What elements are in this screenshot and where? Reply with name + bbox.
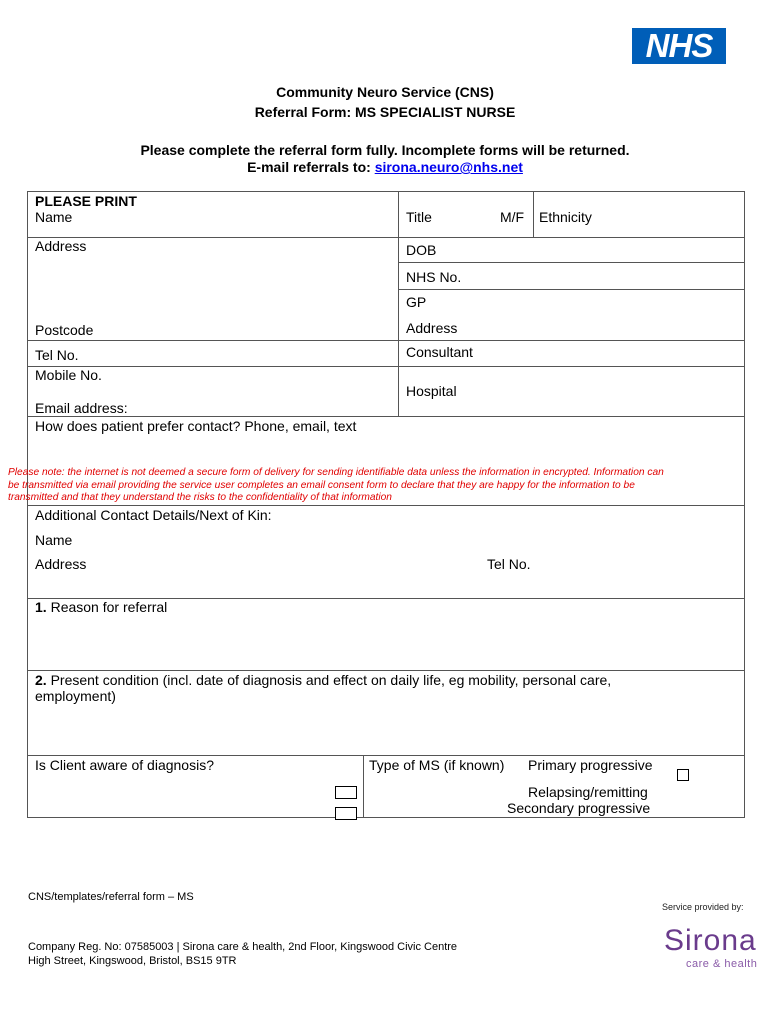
diagnosis-aware-label: Is Client aware of diagnosis?	[35, 757, 214, 773]
present-condition-label: 2. Present condition (incl. date of diagnosis and effect on daily life, eg mobility, personal care,	[35, 672, 612, 688]
aware-no-checkbox[interactable]	[335, 807, 357, 820]
service-title: Community Neuro Service (CNS)	[276, 84, 494, 100]
ms-primary-checkbox[interactable]	[677, 769, 689, 781]
gp-label: GP	[406, 294, 427, 310]
gp-address-label: Address	[406, 320, 458, 336]
aware-yes-checkbox[interactable]	[335, 786, 357, 799]
dob-label: DOB	[406, 242, 437, 258]
nhs-logo: NHS	[632, 28, 726, 64]
sirona-subtitle: care & health	[686, 958, 758, 970]
email-instruction	[0, 159, 770, 175]
gender-label: M/F	[500, 209, 525, 225]
patient-name-label: Name	[35, 209, 73, 225]
secure-email-notice: Please note: the internet is not deemed a secure form of delivery for sending identifiable data unless the information in encrypted. Information can be transmitted via email providing the service user completes an email consent form to declare that they are happy for the information to be transmitted and that they understand the risks to the confidentiality of that information	[8, 467, 664, 503]
nok-tel-label: Tel No.	[487, 556, 531, 572]
ms-type-label: Type of MS (if known)	[369, 757, 505, 773]
email-prefix: E-mail referrals to:	[247, 159, 371, 175]
contact-preference-label: How does patient prefer contact? Phone, email, text	[35, 418, 357, 434]
present-condition-label-cont: employment)	[35, 688, 116, 704]
address-label: Address	[35, 238, 87, 254]
email-address-label: Email address:	[35, 400, 128, 416]
form-title: Referral Form: MS SPECIALIST NURSE	[254, 104, 516, 120]
ms-primary-label: Primary progressive	[528, 757, 653, 773]
reason-for-referral-label: 1. Reason for referral	[35, 599, 168, 615]
referral-form	[27, 191, 745, 818]
title-label: Title	[406, 209, 432, 225]
ms-secondary-label: Secondary progressive	[507, 800, 651, 816]
nok-address-label: Address	[35, 556, 87, 572]
company-address-line1: Company Reg. No: 07585003 | Sirona care & health, 2nd Floor, Kingswood Civic Centre	[28, 941, 458, 953]
sirona-logo	[660, 902, 760, 982]
referral-email-link[interactable]: sirona.neuro@nhs.net	[374, 159, 523, 175]
nok-name-label: Name	[35, 532, 73, 548]
tel-label: Tel No.	[35, 347, 79, 363]
company-address-line2: High Street, Kingswood, Bristol, BS15 9TR	[28, 955, 237, 967]
sirona-name: Sirona	[664, 924, 757, 957]
template-reference: CNS/templates/referral form – MS	[28, 891, 194, 903]
postcode-label: Postcode	[35, 322, 94, 338]
service-provided-label: Service provided by:	[662, 902, 744, 912]
mobile-label: Mobile No.	[35, 367, 102, 383]
ethnicity-label: Ethnicity	[539, 209, 592, 225]
instruction-text: Please complete the referral form fully. Incomplete forms will be returned.	[140, 142, 630, 158]
ms-relapsing-label: Relapsing/remitting	[528, 784, 648, 800]
nhs-number-label: NHS No.	[406, 269, 462, 285]
hospital-label: Hospital	[406, 383, 457, 399]
please-print-label: PLEASE PRINT	[35, 193, 137, 209]
additional-contact-label: Additional Contact Details/Next of Kin:	[35, 507, 272, 523]
consultant-label: Consultant	[406, 344, 473, 360]
